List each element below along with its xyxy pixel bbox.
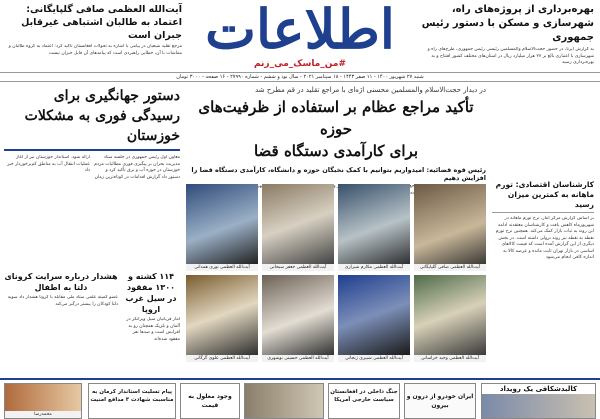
bottom-box-event xyxy=(481,383,596,419)
top-left-headline: آیت‌الله العظمی صافی گلپایگانی: اعتماد به طالبان اشتباهی غیرقابل جبران است xyxy=(21,4,182,41)
photo-caption: آیت‌الله العظمی حسینی بوشهری xyxy=(262,355,334,362)
covid-warning-body: عضو کمیته علمی ستاد ملی مقابله با کرونا هشدار داد سویه دلتا کودکان را بیشتر درگیر می‌کند xyxy=(7,295,118,307)
left-column xyxy=(4,86,180,378)
photo-caption: آیت‌الله العظمی مکارم شیرازی xyxy=(338,264,410,271)
photo-3 xyxy=(262,184,334,271)
covid-warning-headline: هشدار درباره سرایت کرونای دلتا به اطفال xyxy=(4,272,118,292)
lead-story xyxy=(186,86,486,189)
photo-grid xyxy=(186,184,486,376)
bottom-box-event-title: کالبدشکافی یک رویداد xyxy=(499,385,578,393)
left-body: معاون اول رئیس جمهوری در جلسه ستاد مدیریت بحران بر پیگیری فوری مطالبات مردم خوزستان در حوزه آب و برق تأکید کرد و دستور داد گزارش اقدامات در کوتاه‌ترین زمان ارائه شود. استاندار خوزستان نیز از آغاز عملیات انتقال آب به مناطق کم‌برخوردار خبر داد xyxy=(7,155,180,180)
bottom-box-disabled-title: وجود معلول به قیمت xyxy=(188,393,232,409)
photo-5 xyxy=(414,275,486,362)
bottom-box-disabled xyxy=(180,383,240,419)
bottom-box-portrait-caption: محمدرضا xyxy=(5,411,81,418)
tagline: #من_ماسک_می_زنم xyxy=(253,59,347,69)
bottom-box-iran-khodro xyxy=(404,383,476,419)
lead-title-line1: تأکید مراجع عظام بر استفاده از ظرفیت‌های حوزه xyxy=(198,98,474,138)
photo-caption: آیت‌الله العظمی علوی گرگانی xyxy=(186,355,258,362)
bottom-box-afghanistan xyxy=(328,383,400,419)
photo-caption: آیت‌الله العظمی وحید خراسانی xyxy=(414,355,486,362)
photo-caption: آیت‌الله العظمی شبیری زنجانی xyxy=(338,355,410,362)
masthead xyxy=(190,0,410,70)
bottom-box-condolence xyxy=(88,383,176,419)
top-right-body: به گزارش ایرنا، در حضور حجت‌الاسلام والمسلمین رئیسی رئیس جمهوری، طرح‌های راه و شهرسازی با اعتباری بالغ بر ۲۷ هزار میلیارد ریال در استان‌های مختلف کشور افتتاح و به بهره‌برداری رسید xyxy=(427,47,594,65)
photo-8 xyxy=(186,275,258,362)
top-left-body: مرجع تقلید شیعیان در پیامی با اشاره به تحولات افغانستان تأکید کرد: اعتماد به گروه طالبان و مماشات با آن، خطایی راهبردی است که پیامدهای آن قابل جبران نیست xyxy=(8,44,182,56)
photo-caption: آیت‌الله العظمی جعفر سبحانی xyxy=(262,264,334,271)
photo-6 xyxy=(338,275,410,362)
bottom-box-iran-khodro-title: ایران خودرو از درون و بیرون xyxy=(406,393,474,409)
top-right-story xyxy=(416,3,594,65)
dateline: شنبه ۲۷ شهریور ۱۴۰۰ - ۱۱ صفر ۱۴۴۳ - ۱۸ سپتامبر ۲۰۲۱ - سال نود و ششم - شماره ۲۷۹۹۰ - ۱۶ صفحه - ۳۰۰۰ تومان xyxy=(0,72,600,82)
photo-4 xyxy=(186,184,258,271)
top-right-headline: بهره‌برداری از پروژه‌های راه، شهرسازی و مسکن با دستور رئیس جمهوری xyxy=(421,4,594,43)
top-left-story xyxy=(4,3,182,65)
bottom-box-condolence-title: پیام تسلیت استاندار کرمان به مناسبت شهادت ۳ مدافع امنیت xyxy=(90,389,174,403)
bottom-box-event-photo xyxy=(482,394,595,418)
photo-7 xyxy=(262,275,334,362)
newspaper-logo: اطلاعات xyxy=(205,0,395,61)
right-body: بر اساس گزارش مرکز آمار، نرخ تورم ماهانه در شهریورماه کاهش یافت و کارشناسان معتقدند ادامه این روند به ثبات بازار کمک می‌کند. همچنین نرخ تورم نقطه به نقطه نیز روند نزولی داشته است. در بخش دیگری از این گزارش آمده است که قیمت کالاهای اساسی در بازار تهران ثابت مانده و عرضه کالا به اندازه کافی انجام می‌شود xyxy=(495,216,594,260)
right-column xyxy=(492,180,594,376)
flood-stat-headline: ۱۱۴ کشته و ۱۳۰۰ مفقود در سیل غرب اروپا xyxy=(125,272,177,314)
bottom-box-portrait xyxy=(4,383,82,419)
lead-subhead: رئیس قوه قضائیه: امیدواریم بتوانیم با کمک نخبگان حوزه و دانشگاه، کارآمدی دستگاه قضا را افزایش دهیم xyxy=(191,166,486,182)
photo-1 xyxy=(414,184,486,271)
photo-caption: آیت‌الله العظمی صافی گلپایگانی xyxy=(414,264,486,271)
bottom-box-afghanistan-title: جنگ داخلی در افغانستان سیاست خارجی آمریکا xyxy=(330,389,398,403)
lead-kicker: در دیدار حجت‌الاسلام والمسلمین محسنی اژه‌ای با مراجع تقلید در قم مطرح شد xyxy=(255,86,486,94)
photo-caption: آیت‌الله العظمی نوری همدانی xyxy=(186,264,258,271)
lead-title-line2: برای کارآمدی دستگاه قضا xyxy=(253,142,419,160)
lead-body: و xyxy=(333,184,336,189)
photo-2 xyxy=(338,184,410,271)
left-headline: دستور جهانگیری برای رسیدگی فوری به مشکلات خوزستان xyxy=(24,88,180,144)
flood-stat-body: آمار قربانیان سیل ویرانگر در آلمان و بلژیک همچنان رو به افزایش است و صدها نفر مفقود شده‌اند xyxy=(126,317,180,342)
bottom-box-photo xyxy=(244,383,324,419)
bottom-strip xyxy=(0,378,600,419)
right-headline: کارشناسان اقتصادی: تورم ماهانه به کمترین میزان رسید xyxy=(492,180,594,213)
